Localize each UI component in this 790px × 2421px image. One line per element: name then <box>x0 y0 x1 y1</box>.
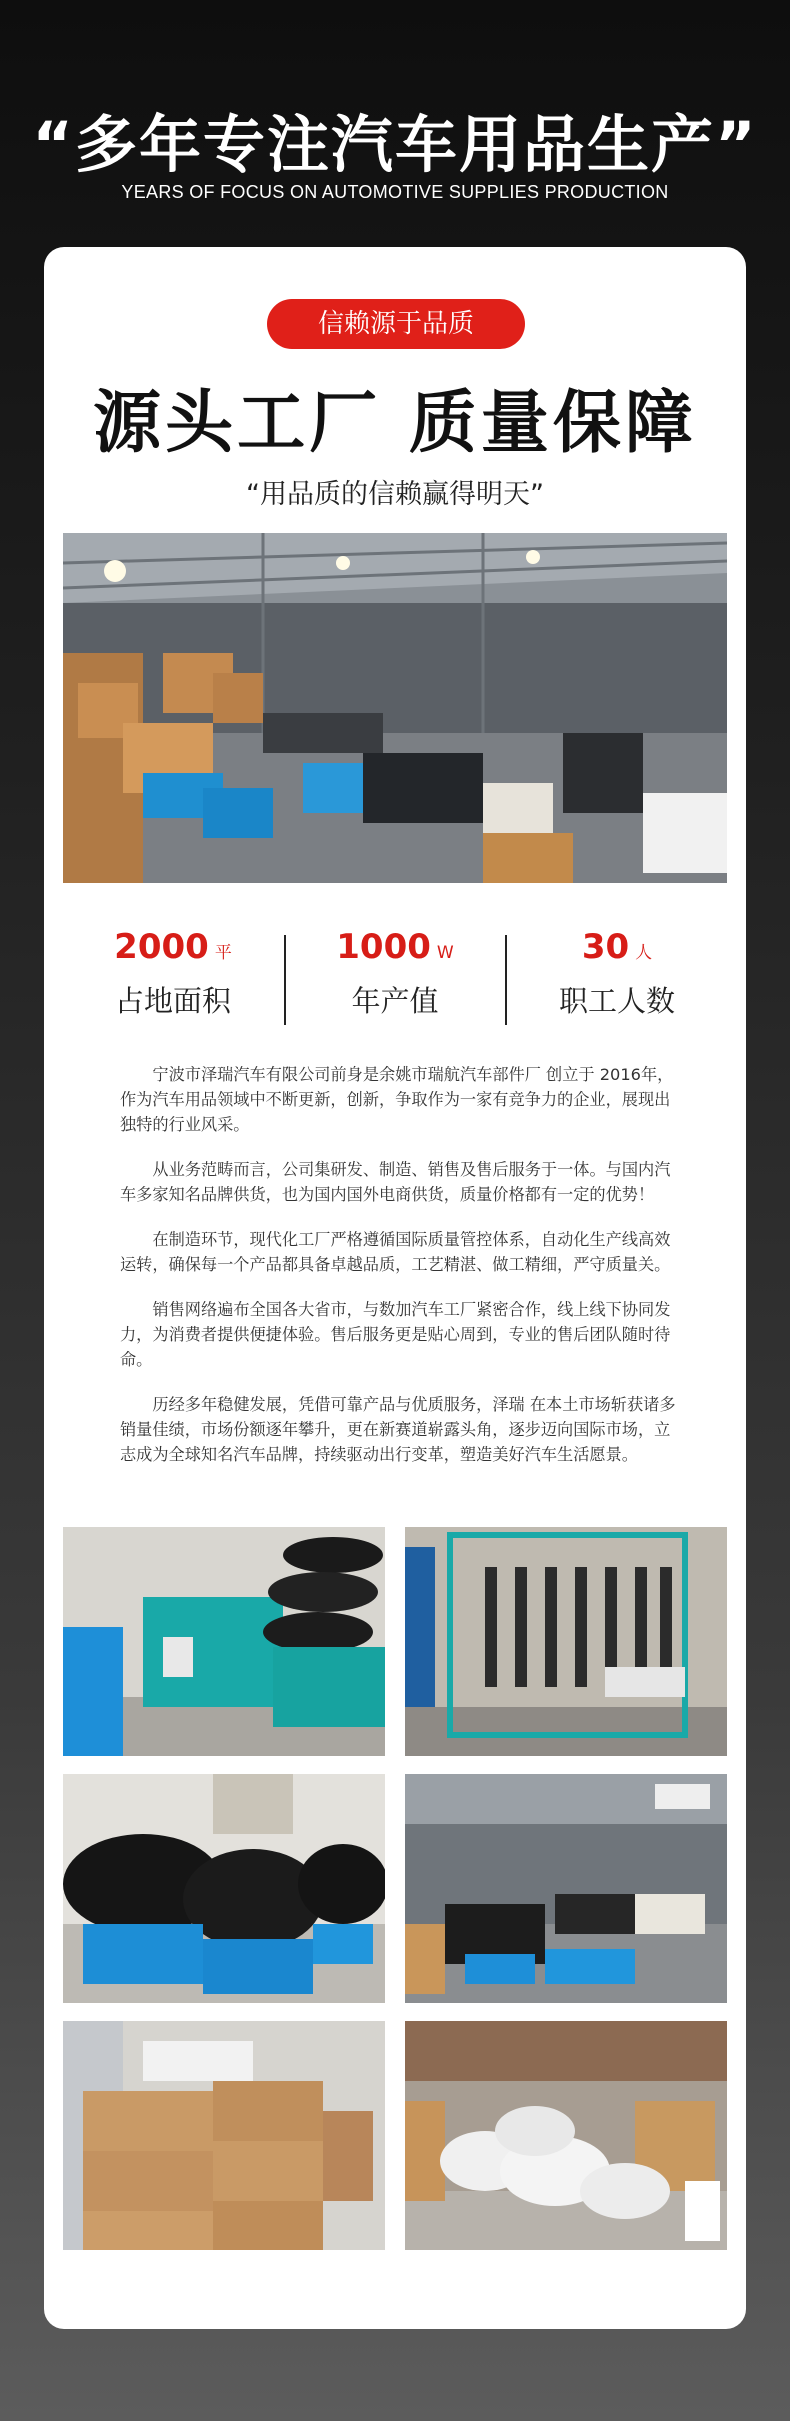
stat-area-value: 2000 <box>114 927 209 967</box>
packing-area-photo <box>405 1774 727 2003</box>
stat-staff-label: 职工人数 <box>558 984 675 1018</box>
stats-row <box>63 927 727 1027</box>
content-card <box>44 247 746 2329</box>
stat-area-unit: 平 <box>214 943 232 963</box>
knitting-machine-photo <box>63 1527 385 1756</box>
stat-staff <box>507 927 727 1020</box>
yarn-rack-photo <box>405 1527 727 1756</box>
hero-subtitle: YEARS OF FOCUS ON AUTOMOTIVE SUPPLIES PRODUCTION <box>121 182 669 202</box>
stat-output-value: 1000 <box>336 927 431 967</box>
headline: 源头工厂 质量保障 <box>93 383 697 463</box>
quality-badge: 信赖源于品质 <box>267 299 525 349</box>
company-paragraph: 历经多年稳健发展，凭借可靠产品与优质服务，泽瑞 在本土市场斩获诸多销量佳绩，市场份额逐年攀升，更在新赛道崭露头角，逐步迈向国际市场，立志成为全球知名汽车品牌，持续驱动出行变革，塑造美好汽车生活愿景。 <box>120 1395 676 1464</box>
company-paragraph: 宁波市泽瑞汽车有限公司前身是余姚市瑞航汽车部件厂 创立于 2016年，作为汽车用品领域中不断更新，创新，争取作为一家有竞争力的企业，展现出独特的行业风采。 <box>120 1065 674 1134</box>
stat-staff-unit: 人 <box>635 943 653 963</box>
company-paragraph: 从业务范畴而言，公司集研发、制造、销售及售后服务于一体。与国内汽车多家知名品牌供货，也为国内国外电商供货，质量价格都有一定的优势！ <box>120 1160 671 1204</box>
hero-title: “多年专注汽车用品生产” <box>32 108 758 181</box>
stat-area-label: 占地面积 <box>114 984 231 1018</box>
warehouse-sacks-photo <box>405 2021 727 2250</box>
slogan-quote: “用品质的信赖赢得明天” <box>246 479 544 510</box>
stat-output-unit: W <box>436 943 454 963</box>
company-paragraph: 销售网络遍布全国各大省市，与数加汽车工厂紧密合作，线上线下协同发力，为消费者提供便捷体验。售后服务更是贴心周到，专业的售后团队随时待命。 <box>120 1300 671 1369</box>
stat-output <box>285 927 505 1020</box>
stat-output-label: 年产值 <box>351 984 439 1018</box>
fabric-bins-photo <box>63 1774 385 2003</box>
stat-staff-value: 30 <box>581 927 630 967</box>
factory-floor-photo <box>63 533 727 883</box>
boxed-stock-photo <box>63 2021 385 2250</box>
company-paragraph: 在制造环节，现代化工厂严格遵循国际质量管控体系，自动化生产线高效运转，确保每一个产品都具备卓越品质，工艺精湛、做工精细，严守质量关。 <box>120 1230 671 1274</box>
stat-area <box>63 927 283 1020</box>
